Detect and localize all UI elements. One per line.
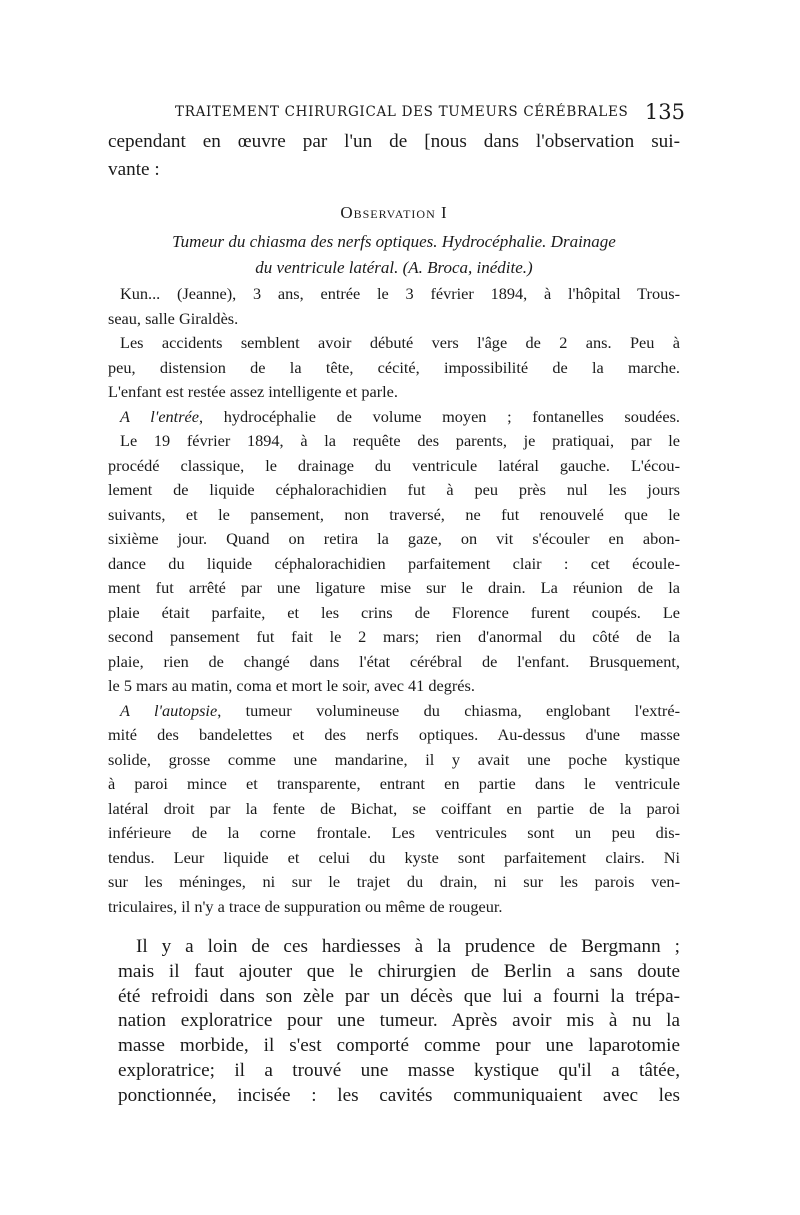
- body-line: Il y a loin de ces hardiesses à la prudence de Bergmann ;: [136, 936, 680, 957]
- case-line: ment fut arrêté par une ligature mise sur le drain. La réunion de la: [108, 578, 680, 597]
- case-line: sur les méninges, ni sur le trajet du drain, ni sur les parois ven-: [108, 872, 680, 891]
- italic-lead: A l'autopsie: [120, 700, 218, 720]
- body-line: ponctionnée, incisée : les cavités communiquaient avec les: [118, 1084, 680, 1106]
- observation-heading: Observation I: [340, 203, 448, 222]
- body-line: masse morbide, il s'est comporté comme pour une laparotomie: [118, 1035, 680, 1057]
- case-line: sixième jour. Quand on retira la gaze, on vit s'écouler en abon-: [108, 529, 680, 548]
- case-line: dance du liquide céphalorachidien parfaitement clair : cet écoule-: [108, 553, 680, 573]
- observation-title-line: du ventricule latéral. (A. Broca, inédite.): [255, 258, 533, 277]
- case-line: à paroi mince et transparente, entrant en partie dans le ventricule: [108, 774, 680, 793]
- body-line: exploratrice; il a trouvé une masse kystique qu'il a tâtée,: [118, 1060, 680, 1081]
- case-line: solide, grosse comme une mandarine, il y avait une poche kystique: [108, 749, 680, 769]
- running-head: TRAITEMENT CHIRURGICAL DES TUMEURS CÉRÉBRALES: [175, 104, 629, 120]
- case-line: lement de liquide céphalorachidien fut à peu près nul les jours: [108, 480, 680, 499]
- case-line: A l'entrée, hydrocéphalie de volume moyen ; fontanelles soudées.: [120, 406, 680, 426]
- observation-title-line: Tumeur du chiasma des nerfs optiques. Hydrocéphalie. Drainage: [172, 232, 616, 251]
- body-line: mais il faut ajouter que le chirurgien de Berlin a sans doute: [118, 960, 680, 982]
- page-header: [175, 100, 685, 124]
- case-line: plaie, rien de changé dans l'état cérébral de l'enfant. Brusquement,: [108, 651, 680, 671]
- case-line: Kun... (Jeanne), 3 ans, entrée le 3 février 1894, à l'hôpital Trous-: [120, 284, 680, 303]
- case-line: suivants, et le pansement, non traversé, ne fut renouvelé que le: [108, 504, 680, 524]
- case-line: tendus. Leur liquide et celui du kyste sont parfaitement clairs. Ni: [108, 847, 680, 867]
- intro-line: vante :: [108, 159, 160, 180]
- case-line: Les accidents semblent avoir débuté vers l'âge de 2 ans. Peu à: [120, 333, 680, 352]
- case-line: procédé classique, le drainage du ventricule latéral gauche. L'écou-: [108, 455, 680, 475]
- case-line: plaie était parfaite, et les crins de Florence furent coupés. Le: [108, 602, 680, 622]
- page-number: 135: [644, 100, 685, 124]
- body-line: été refroidi dans son zèle par un décès que lui a fourni la trépa-: [118, 985, 680, 1007]
- case-line: latéral droit par la fente de Bichat, se coiffant en partie de la paroi: [108, 798, 680, 818]
- case-line: L'enfant est restée assez intelligente et parle.: [108, 382, 398, 401]
- case-line: second pansement fut fait le 2 mars; rien d'anormal du côté de la: [108, 627, 680, 646]
- case-line: inférieure de la corne frontale. Les ventricules sont un peu dis-: [108, 823, 680, 842]
- intro-line: cependant en œuvre par l'un de [nous dans l'observation sui-: [108, 131, 680, 152]
- case-line: le 5 mars au matin, coma et mort le soir, avec 41 degrés.: [108, 676, 475, 695]
- case-line: seau, salle Giraldès.: [108, 308, 239, 328]
- case-line: Le 19 février 1894, à la requête des parents, je pratiquai, par le: [120, 431, 680, 450]
- body-line: nation exploratrice pour une tumeur. Après avoir mis à nu la: [118, 1010, 680, 1032]
- case-line: A l'autopsie, tumeur volumineuse du chiasma, englobant l'extré-: [120, 700, 680, 720]
- case-line: mité des bandelettes et des nerfs optiques. Au-dessus d'une masse: [108, 725, 680, 744]
- case-line: peu, distension de la tête, cécité, impossibilité de la marche.: [108, 357, 680, 377]
- italic-lead: A l'entrée: [120, 406, 199, 426]
- case-line: triculaires, il n'y a trace de suppuration ou même de rougeur.: [108, 896, 503, 916]
